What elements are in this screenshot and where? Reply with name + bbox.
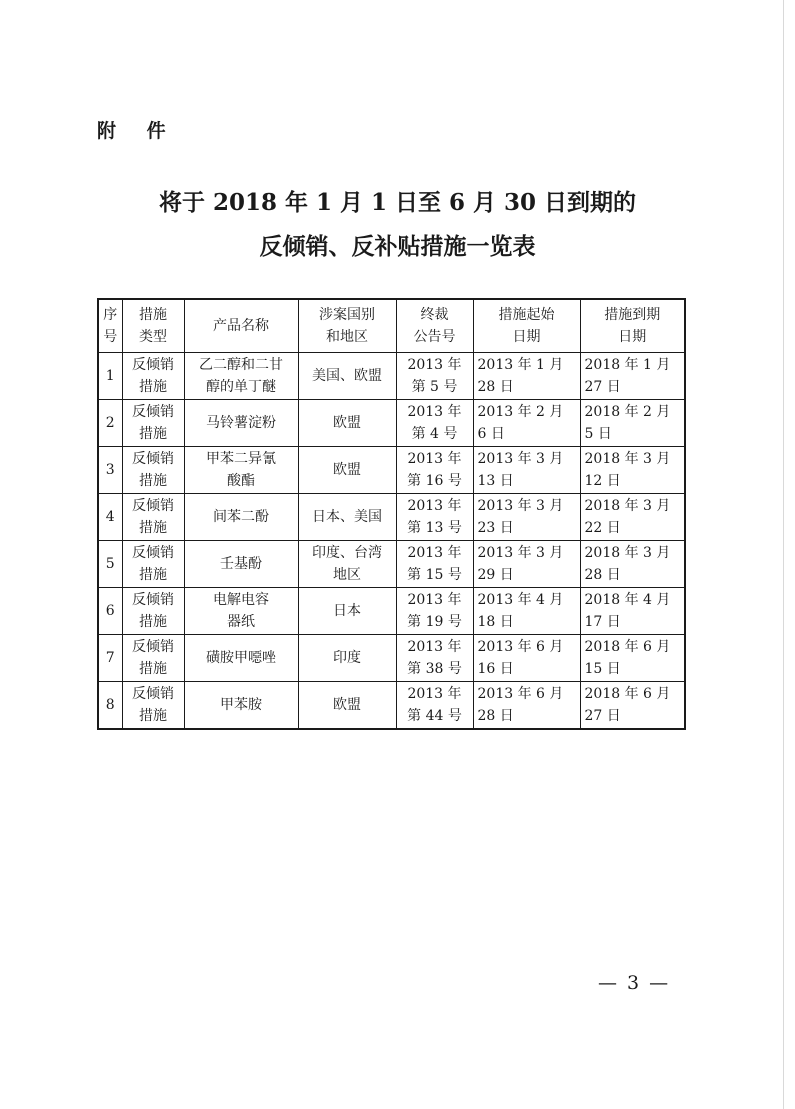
cell-country: 印度	[298, 634, 396, 681]
header-country: 涉案国别 和地区	[298, 299, 396, 352]
table-row	[98, 634, 685, 681]
cell-country: 日本、美国	[298, 493, 396, 540]
cell-measure-type: 反倾销 措施	[122, 352, 184, 399]
table-header-row	[98, 299, 685, 352]
header-start-date: 措施起始 日期	[473, 299, 580, 352]
cell-no: 1	[98, 352, 122, 399]
header-product: 产品名称	[184, 299, 298, 352]
document-title-line-2: 反倾销、反补贴措施一览表	[259, 233, 536, 260]
cell-product: 间苯二酚	[184, 493, 298, 540]
cell-product: 壬基酚	[184, 540, 298, 587]
cell-country: 欧盟	[298, 399, 396, 446]
cell-ruling: 2013 年 第 4 号	[396, 399, 473, 446]
cell-ruling: 2013 年 第 38 号	[396, 634, 473, 681]
table-row	[98, 587, 685, 634]
cell-ruling: 2013 年 第 16 号	[396, 446, 473, 493]
header-no: 序 号	[98, 299, 122, 352]
cell-measure-type: 反倾销 措施	[122, 446, 184, 493]
scan-margin-line	[783, 0, 784, 1109]
cell-no: 5	[98, 540, 122, 587]
cell-start-date: 2013 年 3 月 13 日	[473, 446, 580, 493]
table-row	[98, 446, 685, 493]
cell-country: 日本	[298, 587, 396, 634]
cell-country: 美国、欧盟	[298, 352, 396, 399]
cell-ruling: 2013 年 第 19 号	[396, 587, 473, 634]
table-row	[98, 493, 685, 540]
cell-expiry-date: 2018 年 6 月 15 日	[580, 634, 685, 681]
cell-no: 8	[98, 681, 122, 729]
cell-expiry-date: 2018 年 1 月 27 日	[580, 352, 685, 399]
cell-expiry-date: 2018 年 4 月 17 日	[580, 587, 685, 634]
cell-expiry-date: 2018 年 3 月 22 日	[580, 493, 685, 540]
attachment-label: 附 件	[97, 120, 178, 142]
header-ruling: 终裁 公告号	[396, 299, 473, 352]
table-row	[98, 540, 685, 587]
cell-country: 欧盟	[298, 681, 396, 729]
cell-measure-type: 反倾销 措施	[122, 540, 184, 587]
table-row	[98, 681, 685, 729]
cell-measure-type: 反倾销 措施	[122, 493, 184, 540]
cell-country: 印度、台湾 地区	[298, 540, 396, 587]
cell-ruling: 2013 年 第 15 号	[396, 540, 473, 587]
table-row	[98, 352, 685, 399]
cell-no: 3	[98, 446, 122, 493]
cell-measure-type: 反倾销 措施	[122, 399, 184, 446]
cell-start-date: 2013 年 4 月 18 日	[473, 587, 580, 634]
cell-product: 甲苯二异氰 酸酯	[184, 446, 298, 493]
cell-start-date: 2013 年 3 月 23 日	[473, 493, 580, 540]
cell-measure-type: 反倾销 措施	[122, 681, 184, 729]
cell-no: 2	[98, 399, 122, 446]
cell-no: 6	[98, 587, 122, 634]
cell-expiry-date: 2018 年 6 月 27 日	[580, 681, 685, 729]
header-measure-type: 措施 类型	[122, 299, 184, 352]
cell-expiry-date: 2018 年 3 月 12 日	[580, 446, 685, 493]
cell-measure-type: 反倾销 措施	[122, 587, 184, 634]
document-title-line-1: 将于 2018 年 1 月 1 日至 6 月 30 日到期的	[158, 189, 637, 216]
cell-product: 电解电容 器纸	[184, 587, 298, 634]
cell-product: 磺胺甲噁唑	[184, 634, 298, 681]
header-expiry-date: 措施到期 日期	[580, 299, 685, 352]
cell-product: 乙二醇和二甘 醇的单丁醚	[184, 352, 298, 399]
cell-measure-type: 反倾销 措施	[122, 634, 184, 681]
cell-country: 欧盟	[298, 446, 396, 493]
cell-start-date: 2013 年 2 月 6 日	[473, 399, 580, 446]
cell-ruling: 2013 年 第 5 号	[396, 352, 473, 399]
cell-start-date: 2013 年 3 月 29 日	[473, 540, 580, 587]
cell-ruling: 2013 年 第 13 号	[396, 493, 473, 540]
cell-expiry-date: 2018 年 2 月 5 日	[580, 399, 685, 446]
page-number: — 3 —	[598, 972, 671, 994]
cell-product: 马铃薯淀粉	[184, 399, 298, 446]
cell-no: 7	[98, 634, 122, 681]
cell-start-date: 2013 年 6 月 28 日	[473, 681, 580, 729]
table-row	[98, 399, 685, 446]
cell-no: 4	[98, 493, 122, 540]
cell-expiry-date: 2018 年 3 月 28 日	[580, 540, 685, 587]
cell-start-date: 2013 年 6 月 16 日	[473, 634, 580, 681]
cell-product: 甲苯胺	[184, 681, 298, 729]
cell-ruling: 2013 年 第 44 号	[396, 681, 473, 729]
cell-start-date: 2013 年 1 月 28 日	[473, 352, 580, 399]
measures-table	[97, 298, 686, 730]
